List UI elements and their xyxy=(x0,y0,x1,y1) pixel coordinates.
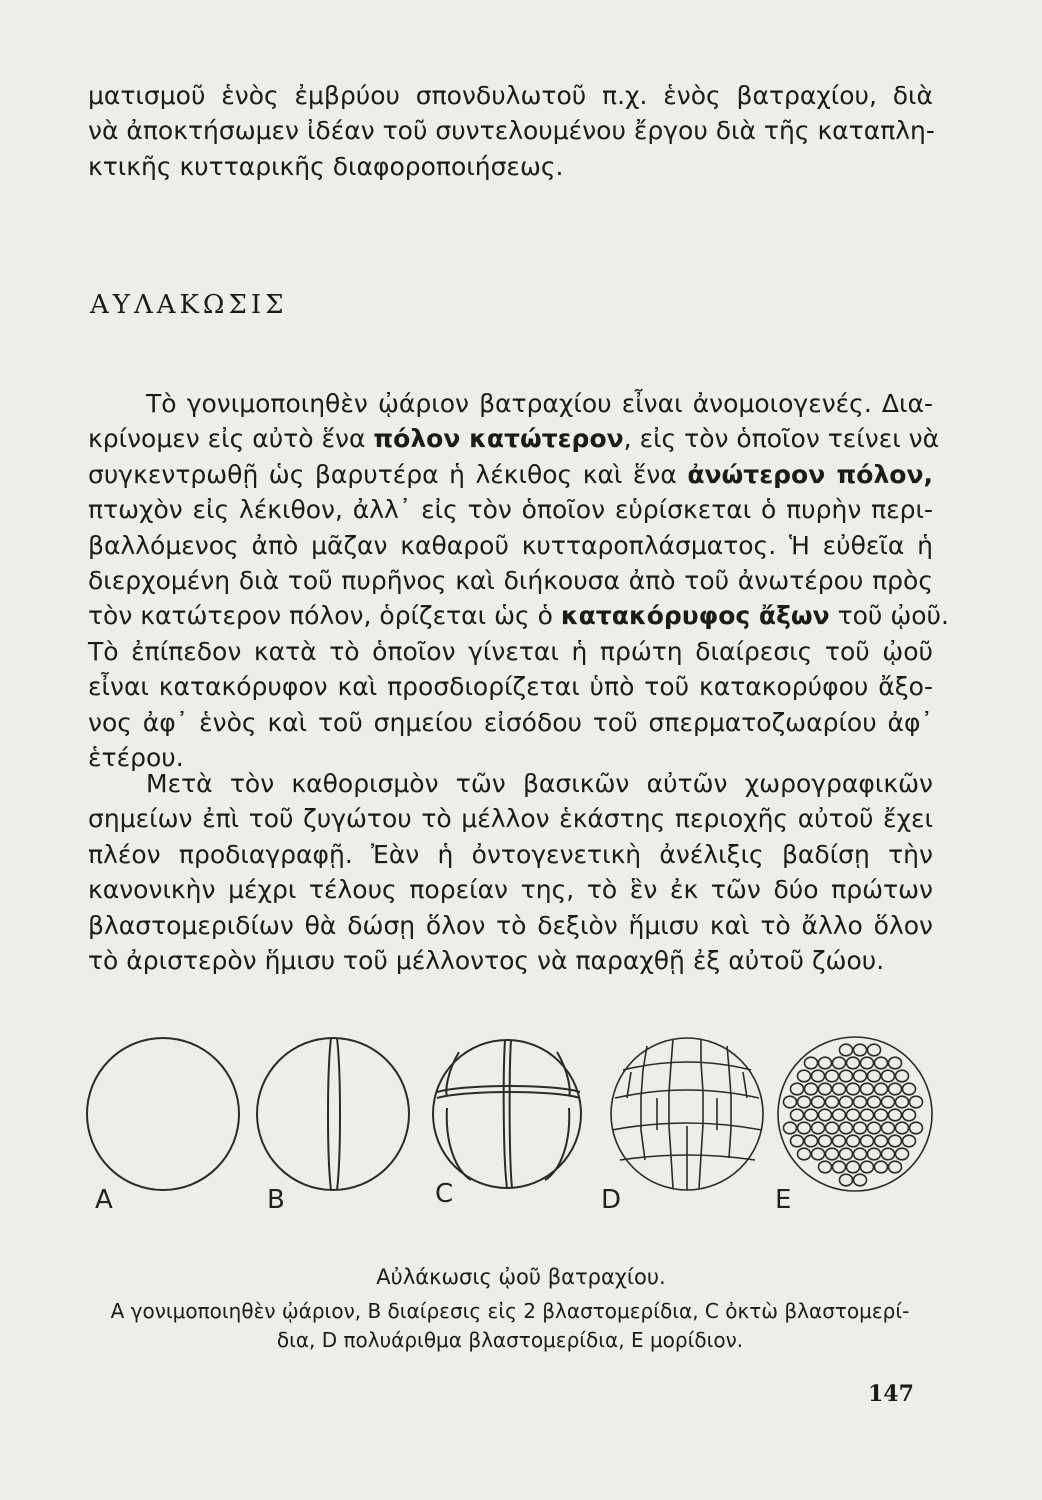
bold-term: κατακόρυφος ἄξων xyxy=(560,601,830,631)
morula-cell xyxy=(896,1070,909,1082)
morula-cell xyxy=(868,1070,881,1082)
morula-cell xyxy=(805,1057,818,1069)
morula-cell xyxy=(847,1057,860,1069)
section-heading: ΑΥΛΑΚΩΣΙΣ xyxy=(90,290,288,320)
morula-cell xyxy=(889,1083,902,1095)
morula-cell xyxy=(875,1135,888,1147)
figure-label-A: A xyxy=(95,1185,113,1215)
egg-B xyxy=(257,1038,409,1190)
morula-cell xyxy=(875,1161,888,1173)
morula-cell xyxy=(882,1070,895,1082)
morula-cell xyxy=(903,1109,916,1121)
figure-label-D: D xyxy=(601,1185,622,1215)
morula-cell xyxy=(882,1148,895,1160)
text-line: Τὸ ἐπίπεδον κατὰ τὸ ὁποῖον γίνεται ἡ πρώτη διαίρεσις τοῦ ᾠοῦ xyxy=(88,636,933,666)
egg-D xyxy=(611,1038,763,1190)
morula-cell xyxy=(861,1135,874,1147)
caption-line: A γονιμοποιηθὲν ᾠάριον, B διαίρεσις εἰς 2 βλαστομερίδια, C ὀκτὼ βλαστομερί- xyxy=(110,1299,910,1323)
morula-cell xyxy=(868,1096,881,1108)
text-span: τὸν κατώτερον πόλον, ὁρίζεται ὡς ὁ xyxy=(88,601,561,631)
morula-cell xyxy=(854,1122,867,1134)
bold-term: ἀνώτερον πόλον xyxy=(687,459,924,489)
text-line: νος ἀφ᾽ ἑνὸς καὶ τοῦ σημείου εἰσόδου τοῦ σπερματοζωαρίου ἀφ᾽ xyxy=(88,707,933,737)
cleavage-illustration xyxy=(75,1012,935,1227)
text-line: Μετὰ τὸν καθορισμὸν τῶν βασικῶν αὐτῶν χωρογραφικῶν xyxy=(146,769,933,798)
morula-cell xyxy=(819,1161,832,1173)
morula-cell xyxy=(840,1044,853,1056)
morula-cell xyxy=(875,1083,888,1095)
morula-cell xyxy=(854,1148,867,1160)
text-line: Τὸ γονιμοποιηθὲν ᾠάριον βατραχίου εἶναι ἀνομοιογενές. Δια- xyxy=(146,389,933,418)
morula-cell xyxy=(840,1174,853,1186)
morula-cell xyxy=(854,1070,867,1082)
morula-cell xyxy=(847,1083,860,1095)
morula-cell xyxy=(812,1148,825,1160)
egg-A xyxy=(87,1038,239,1190)
morula-cell xyxy=(854,1096,867,1108)
figure-caption xyxy=(80,1297,940,1355)
morula-cell xyxy=(868,1148,881,1160)
text-span: κρίνομεν εἰς αὐτὸ ἕνα xyxy=(88,424,374,454)
morula-cell xyxy=(791,1135,804,1147)
morula-cell xyxy=(798,1148,811,1160)
morula-cell xyxy=(840,1070,853,1082)
morula-cell xyxy=(868,1122,881,1134)
text-line: ματισμοῦ ἑνὸς ἐμβρύου σπονδυλωτοῦ π.χ. ἑνὸς βατραχίου, διὰ xyxy=(88,81,933,110)
morula-cell xyxy=(798,1122,811,1134)
morula-cell xyxy=(889,1057,902,1069)
text-line: τὸ ἀριστερὸν ἥμισυ τοῦ μέλλοντος νὰ παραχθῇ ἐξ αὐτοῦ ζώου. xyxy=(88,946,885,976)
egg-C xyxy=(433,1040,581,1188)
morula-cell xyxy=(833,1109,846,1121)
morula-cell xyxy=(861,1057,874,1069)
text-line: σημείων ἐπὶ τοῦ ζυγώτου τὸ μέλλον ἑκάστης περιοχῆς αὐτοῦ ἔχει xyxy=(88,804,933,834)
text-line: διερχομένη διὰ τοῦ πυρῆνος καὶ διήκουσα ἀπὸ τοῦ ἀνωτέρου πρὸς xyxy=(88,566,933,596)
morula-cell xyxy=(861,1109,874,1121)
morula-cell xyxy=(847,1109,860,1121)
morula-cell xyxy=(833,1161,846,1173)
morula-cell xyxy=(826,1096,839,1108)
morula-cell xyxy=(833,1057,846,1069)
morula-cell xyxy=(833,1083,846,1095)
morula-cell xyxy=(896,1096,909,1108)
morula-cell xyxy=(840,1096,853,1108)
morula-cell xyxy=(798,1096,811,1108)
figure-label-C: C xyxy=(435,1179,454,1209)
morula-cell xyxy=(805,1135,818,1147)
morula-cell xyxy=(910,1096,923,1108)
text-line: ἑτέρου. xyxy=(88,743,184,773)
text-line: εἶναι κατακόρυφον καὶ προσδιορίζεται ὑπὸ τοῦ κατακορύφου ἄξο- xyxy=(88,672,933,702)
morula-cell xyxy=(812,1070,825,1082)
text-span: τοῦ ᾠοῦ. xyxy=(829,601,949,631)
morula-cell xyxy=(826,1148,839,1160)
text-line: κτικῆς κυτταρικῆς διαφοροποιήσεως. xyxy=(88,151,564,181)
text-line xyxy=(88,598,949,633)
morula-cell xyxy=(882,1122,895,1134)
text-span: συγκεντρωθῇ ὡς βαρυτέρα ἡ λέκιθος καὶ ἕνα xyxy=(88,459,688,489)
morula-cell xyxy=(889,1135,902,1147)
morula-cell xyxy=(882,1096,895,1108)
paragraph-1 xyxy=(88,386,949,775)
morula-cell xyxy=(805,1083,818,1095)
text-span: , εἰς τὸν ὁποῖον τείνει νὰ xyxy=(623,424,940,454)
morula-cell xyxy=(784,1096,797,1108)
morula-cell xyxy=(868,1044,881,1056)
text-line: βαλλόμενος ἀπὸ μᾶζαν καθαροῦ κυτταροπλάσματος. Ἡ εὐθεῖα ἡ xyxy=(88,530,933,560)
text-line xyxy=(88,457,933,492)
morula-cell xyxy=(875,1057,888,1069)
morula-cell xyxy=(819,1057,832,1069)
morula-cell xyxy=(854,1174,867,1186)
morula-cell xyxy=(812,1096,825,1108)
morula-cell xyxy=(896,1122,909,1134)
egg-E xyxy=(778,1037,932,1191)
morula-cell xyxy=(903,1083,916,1095)
morula-cell xyxy=(896,1148,909,1160)
bold-term: πόλον κατώτερον xyxy=(373,424,624,454)
morula-cell xyxy=(889,1161,902,1173)
morula-cell xyxy=(798,1070,811,1082)
morula-cell xyxy=(840,1148,853,1160)
text-line: πλέον προδιαγραφῇ. Ἐὰν ἡ ὀντογενετικὴ ἀνέλιξις βαδίσῃ τὴν xyxy=(88,839,933,869)
text-line: νὰ ἀποκτήσωμεν ἰδέαν τοῦ συντελουμένου ἔργου διὰ τῆς καταπλη- xyxy=(88,116,935,146)
morula-cell xyxy=(861,1083,874,1095)
morula-cell xyxy=(819,1135,832,1147)
morula-cell xyxy=(847,1135,860,1147)
text-line xyxy=(88,421,940,456)
morula-cell xyxy=(826,1122,839,1134)
morula-cell xyxy=(910,1122,923,1134)
morula-cell xyxy=(847,1161,860,1173)
morula-cell xyxy=(791,1083,804,1095)
morula-cell xyxy=(812,1122,825,1134)
morula-cell xyxy=(840,1122,853,1134)
cleavage-figure xyxy=(75,1012,935,1227)
morula-cell xyxy=(784,1122,797,1134)
text-line: πτωχὸν εἰς λέκιθον, ἀλλ᾽ εἰς τὸν ὁποῖον εὑρίσκεται ὁ πυρὴν περι- xyxy=(88,495,933,525)
morula-cell xyxy=(805,1109,818,1121)
intro-paragraph xyxy=(88,78,933,184)
paragraph-2 xyxy=(88,766,933,978)
morula-cell xyxy=(903,1135,916,1147)
morula-cell xyxy=(833,1135,846,1147)
caption-line: δια, D πολυάριθμα βλαστομερίδια, E μορίδιον. xyxy=(276,1328,744,1352)
figure-caption-title: Αὐλάκωσις ᾠοῦ βατραχίου. xyxy=(376,1265,666,1289)
morula-cell xyxy=(791,1109,804,1121)
text-line: βλαστομεριδίων θὰ δώσῃ ὅλον τὸ δεξιὸν ἥμισυ καὶ τὸ ἄλλο ὅλον xyxy=(88,910,933,940)
morula-cell xyxy=(819,1109,832,1121)
morula-cell xyxy=(819,1083,832,1095)
figure-label-E: E xyxy=(775,1185,792,1215)
figure-label-B: B xyxy=(267,1185,285,1215)
page-number: 147 xyxy=(868,1381,914,1407)
morula-cell xyxy=(826,1070,839,1082)
morula-cell xyxy=(875,1109,888,1121)
morula-cell xyxy=(854,1044,867,1056)
morula-cell xyxy=(861,1161,874,1173)
morula-cell xyxy=(889,1109,902,1121)
text-span: , xyxy=(923,459,933,489)
text-line: κανονικὴν μέχρι τέλους πορείαν της, τὸ ἓν ἐκ τῶν δύο πρώτων xyxy=(88,875,933,905)
